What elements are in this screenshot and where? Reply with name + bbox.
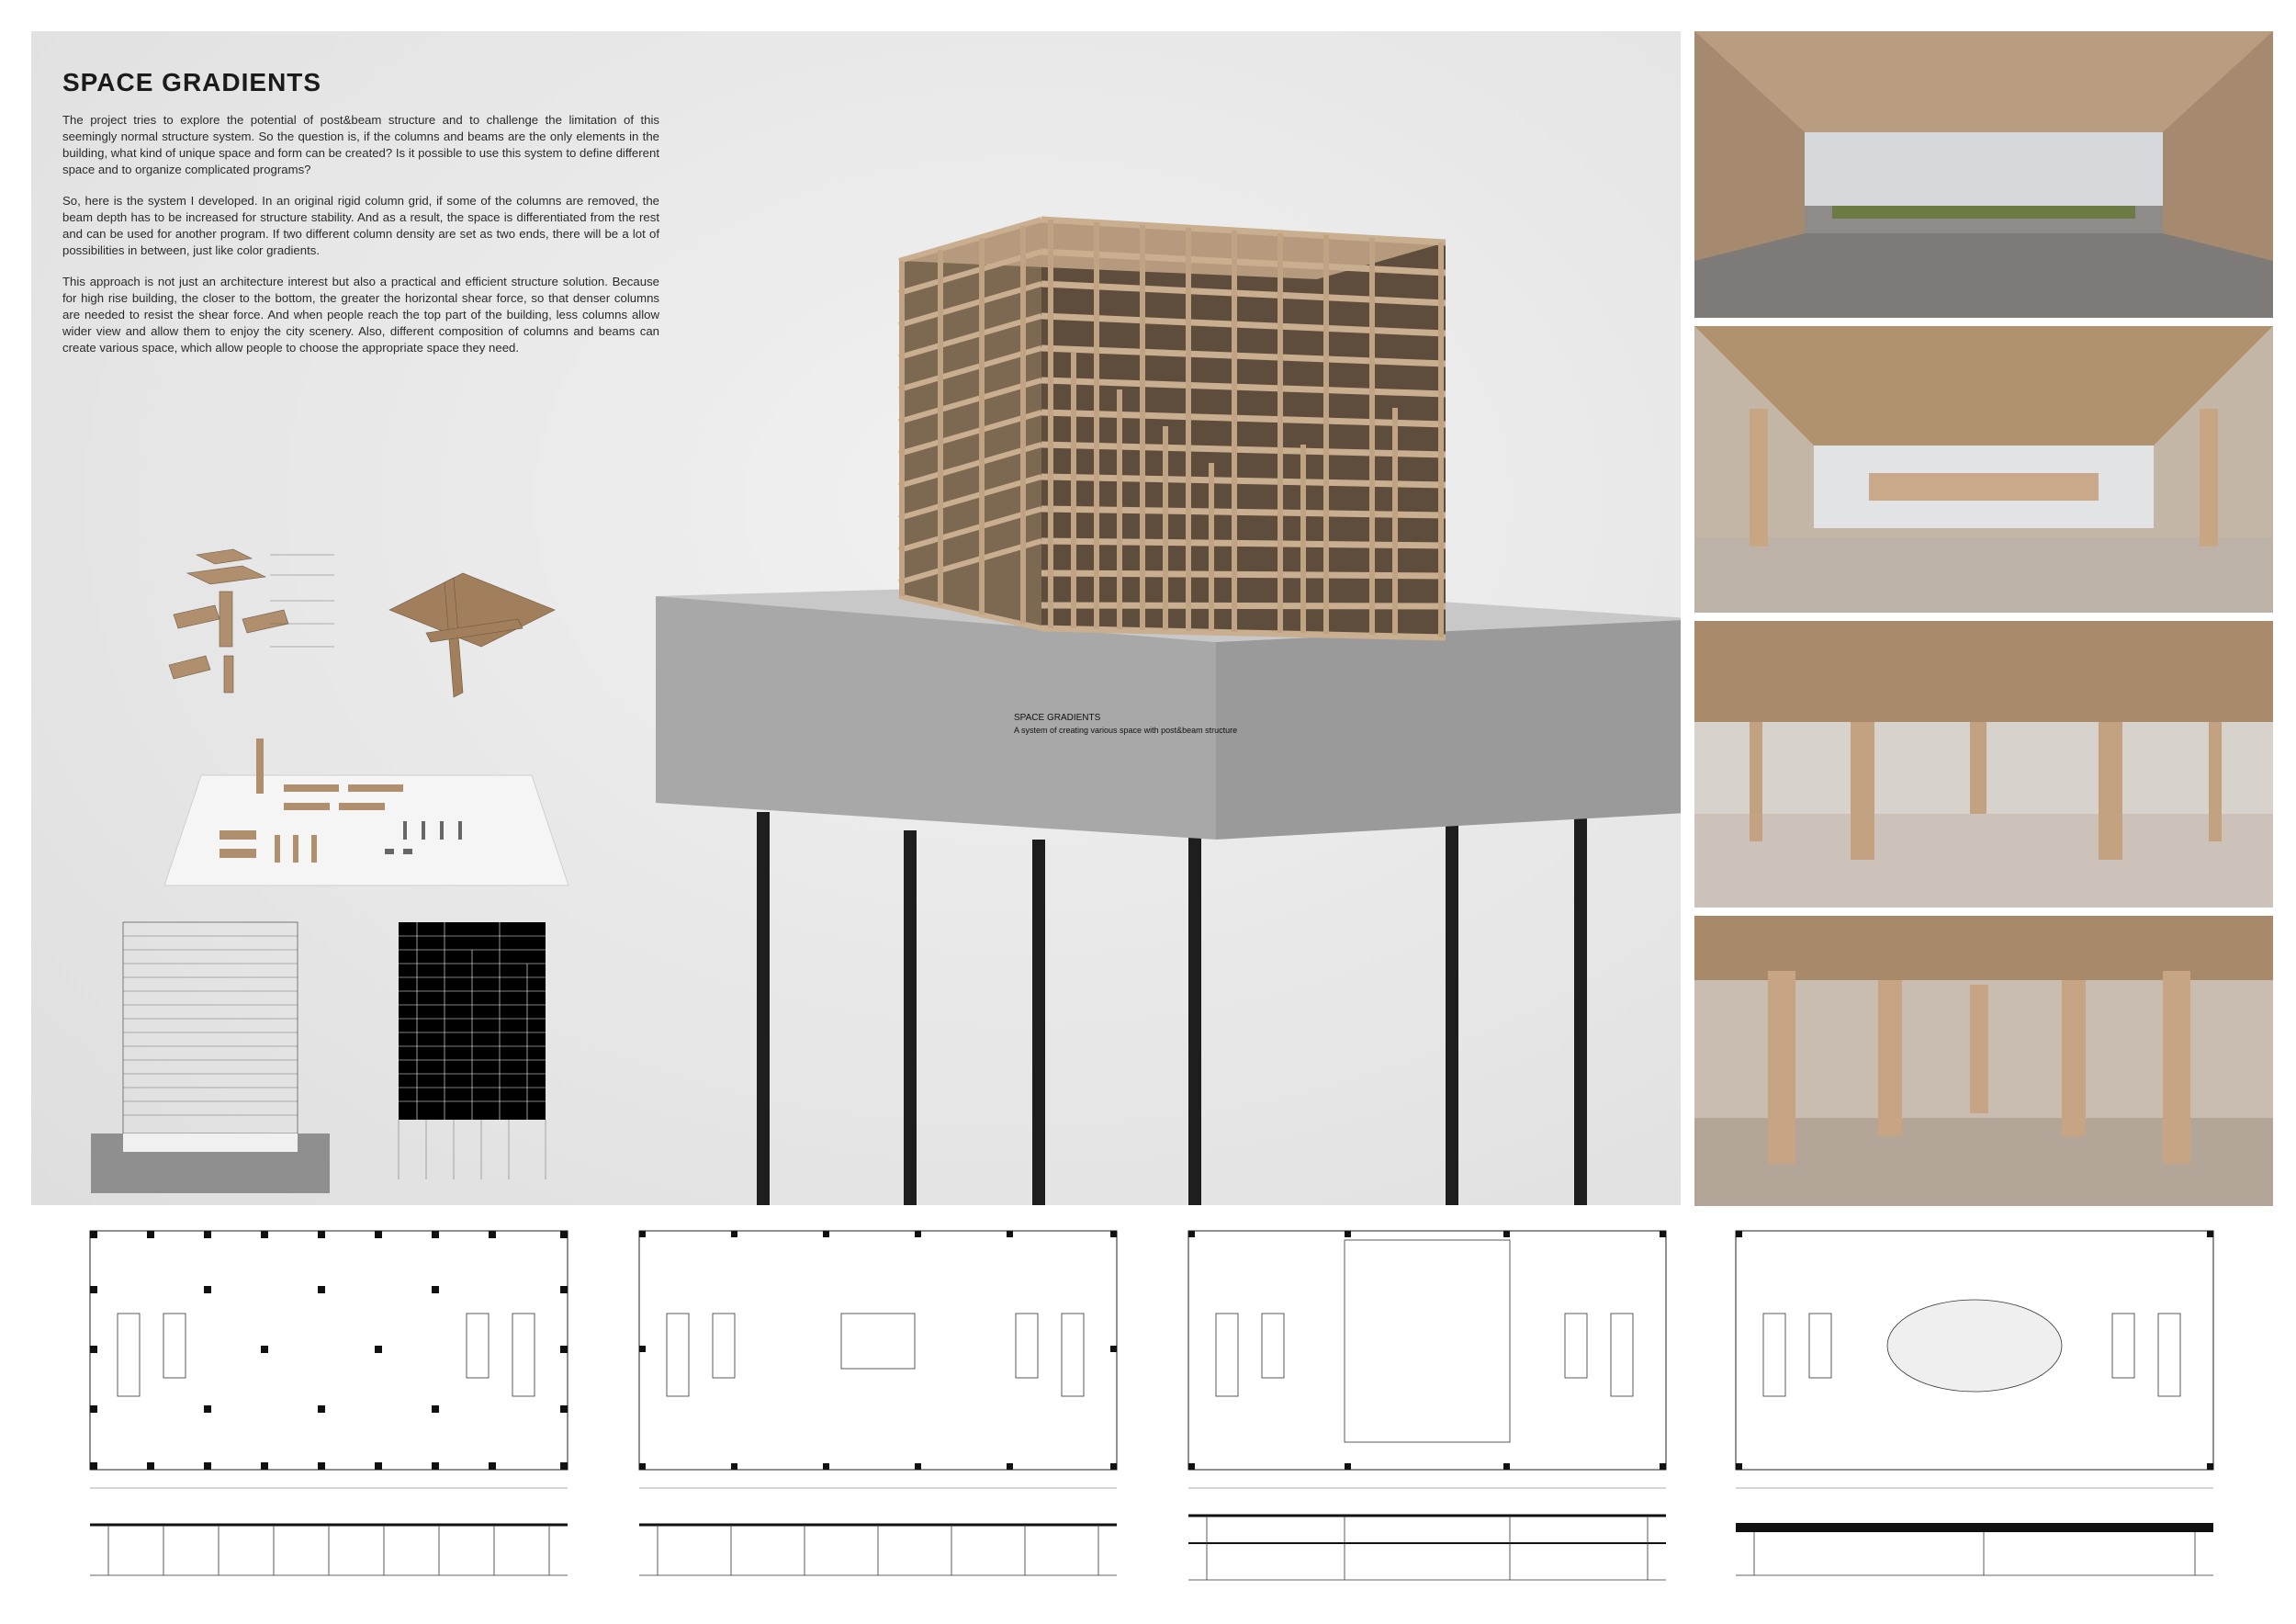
section-3 — [1179, 1506, 1675, 1589]
plinth-subtitle: A system of creating various space with post&beam structure — [1014, 726, 1238, 735]
interior-render-2 — [1694, 326, 2273, 613]
section-1 — [81, 1506, 577, 1589]
section-2 — [630, 1506, 1126, 1589]
building-model — [619, 169, 1681, 1205]
floor-plan-4 — [1727, 1222, 2223, 1497]
interior-render-3 — [1694, 621, 2273, 908]
floor-plan-1 — [81, 1222, 577, 1497]
floor-plan-2 — [630, 1222, 1126, 1497]
paragraph-1: The project tries to explore the potential of post&beam structure and to challenge the limitation of this seemingly normal structure system. So the question is, if the columns and beams are the only elements in the building, what kind of unique space and form can be created? Is it possible to use this system to define different space and to organize complicated programs? — [62, 113, 659, 176]
plinth-title: SPACE GRADIENTS — [1014, 713, 1101, 723]
parts-layout-diagram — [164, 720, 587, 895]
interior-render-1 — [1694, 31, 2273, 318]
hero-panel — [31, 31, 1681, 1205]
paragraph-3: This approach is not just an architecture interest but also a practical and efficient structure solution. Because for high rise building, the closer to the bottom, the greater the horizontal shear force, so that denser columns are needed to resist the shear force. And when people reach the top part of the building, less columns allow wider view and allow them to enjoy the city scenery. Also, different composition of columns and beams can create various space, which allow people to choose the appropriate space they need. — [62, 275, 659, 355]
section-drawing — [86, 913, 334, 1193]
paragraph-2: So, here is the system I developed. In an original rigid column grid, if some of the columns are removed, the beam depth has to be increased for structure stability. And as a result, the space is differentiated from the rest and can be used for another program. If two different column density are set as two ends, there will be a lot of possibilities in between, just like color gradients. — [62, 194, 659, 257]
interior-render-4 — [1694, 916, 2273, 1206]
project-description — [62, 112, 659, 371]
joint-diagram — [132, 518, 573, 711]
page-title: SPACE GRADIENTS — [62, 68, 322, 96]
floor-plan-3 — [1179, 1222, 1675, 1497]
section-4 — [1727, 1506, 2223, 1589]
elevation-drawing — [371, 913, 582, 1189]
